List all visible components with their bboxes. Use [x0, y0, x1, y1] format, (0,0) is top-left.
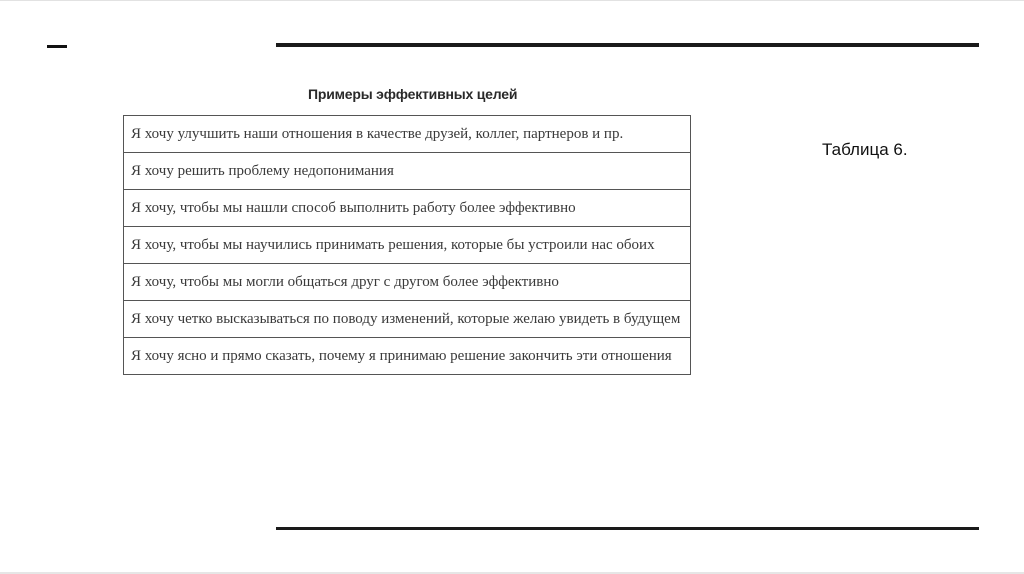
table-row [124, 227, 691, 264]
table-row [124, 301, 691, 338]
table-cell: Я хочу, чтобы мы научились принимать решения, которые бы устроили нас обоих [124, 227, 691, 264]
table-cell: Я хочу улучшить наши отношения в качестве друзей, коллег, партнеров и пр. [131, 126, 624, 142]
table-cell: Я хочу решить проблему недопонимания [124, 153, 691, 190]
table-row [124, 264, 691, 301]
table-cell: Я хочу ясно и прямо сказать, почему я принимаю решение закончить эти отношения [124, 338, 691, 375]
table-row [124, 338, 691, 375]
slide-top-border [0, 0, 1024, 1]
table-title: Примеры эффективных целей [308, 86, 518, 102]
table-row [124, 116, 691, 153]
title-dash-decoration [47, 45, 67, 48]
table-caption: Таблица 6. [822, 140, 908, 159]
goals-table [123, 115, 691, 375]
table-row [124, 190, 691, 227]
table-cell: Я хочу, чтобы мы нашли способ выполнить работу более эффективно [124, 190, 691, 227]
table-cell: Я хочу четко высказываться по поводу изменений, которые желаю увидеть в будущем [124, 301, 691, 338]
bottom-divider-line [276, 527, 979, 530]
table-row [124, 153, 691, 190]
top-divider-line [276, 43, 979, 47]
table-cell: Я хочу, чтобы мы могли общаться друг с другом более эффективно [124, 264, 691, 301]
